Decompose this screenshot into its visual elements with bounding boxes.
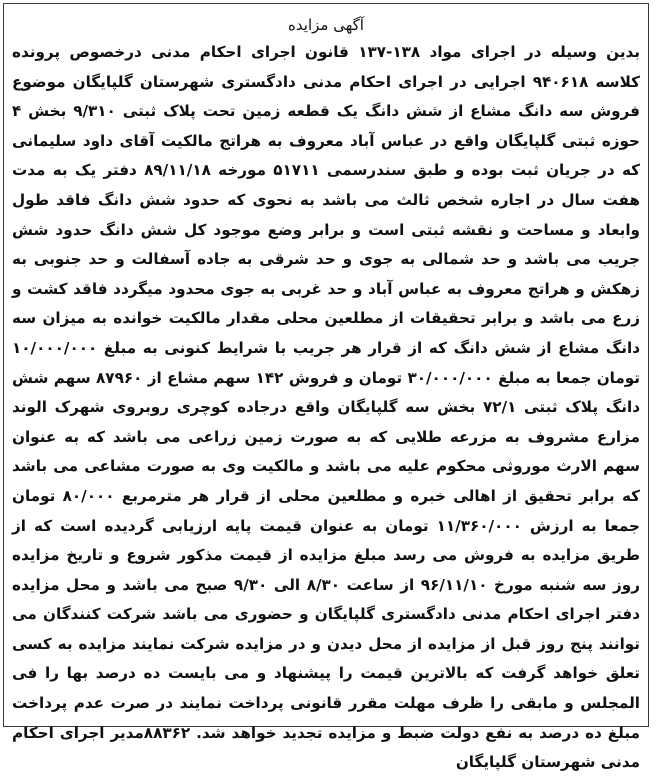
auction-notice — [3, 3, 649, 772]
notice-title: آگهی مزایده — [288, 16, 364, 34]
notice-body: بدین وسیله در اجرای مواد ۱۳۸-۱۳۷ قانون اجرای احکام مدنی درخصوص پرونده کلاسه ۹۴۰۶۱۸ اجرایی در اجرای احکام مدنی دادگستری شهرستان گلپایگان موضوع فروش سه دانگ مشاع از شش دانگ یک قطعه زمین تحت پلاک ثبتی ۹/۳۱۰ بخش ۴ حوزه ثبتی گلپایگان واقع در عباس آباد معروف به هراتج مالکیت آقای داود سلیمانی که در جریان ثبت بوده و طبق سندرسمی ۵۱۷۱۱ مورخه ۸۹/۱۱/۱۸ دفتر یک به مدت هفت سال در اجاره شخص ثالث می باشد به نحوی که حدود شش دانگ فاقد طول وابعاد و مساحت و نقشه ثبتی است و برابر وضع موجود کل شش دانگ حدود شش جریب می باشد و حد شمالی به جوی و حد شرقی به جاده آسفالت و حد جنوبی به زهکش و هراتج معروف به عباس آباد و حد غربی به جوی محدود میگردد فاقد کشت و زرع می باشد و برابر تحقیقات از مطلعین محلی مقدار مالکیت خوانده به میزان سه دانگ مشاع از شش دانگ که از قرار هر جریب با شرایط کنونی به مبلغ ۱۰/۰۰۰/۰۰۰ تومان جمعا به مبلغ ۳۰/۰۰۰/۰۰۰ تومان و فروش ۱۴۲ سهم مشاع از ۸۷۹۶۰ سهم شش دانگ پلاک ثبتی ۷۲/۱ بخش سه گلپایگان واقع درجاده کوچری روبروی شهرک الوند مزارع مشروف به مزرعه طلایی که به صورت زمین زراعی می باشد که به عنوان سهم الارث موروثی محکوم علیه می باشد و مالکیت وی به صورت مشاعی می باشد که برابر تحقیق از اهالی خبره و مطلعین محلی از قرار هر مترمربع ۸۰/۰۰۰ تومان جمعا به ارزش ۱۱/۳۶۰/۰۰۰ تومان به عنوان قیمت پایه ارزیابی گردیده است که از طریق مزایده به فروش می رسد مبلغ مزایده از قیمت مذکور شروع و تاریخ مزایده روز سه شنبه مورخ ۹۶/۱۱/۱۰ از ساعت ۸/۳۰ الی ۹/۳۰ صبح می باشد و محل مزایده دفتر اجرای احکام مدنی دادگستری گلپایگان و حضوری می باشد شرکت کنندگان می توانند پنج روز قبل از مزایده از محل دیدن و در مزایده شرکت نمایند مزایده به کسی تعلق خواهد گرفت که بالاترین قیمت را پیشنهاد و می بایست ده درصد بها را فی المجلس و مابقی را ظرف مهلت مقرر قانونی پرداخت نمایند در صرت عدم پرداخت مبلغ ده درصد به نفع دولت ضبط و مزایده تجدید خواهد شد. ۸۸۳۶۲مدیر اجرای احکام مدنی شهرستان گلپایگان — [12, 43, 641, 772]
